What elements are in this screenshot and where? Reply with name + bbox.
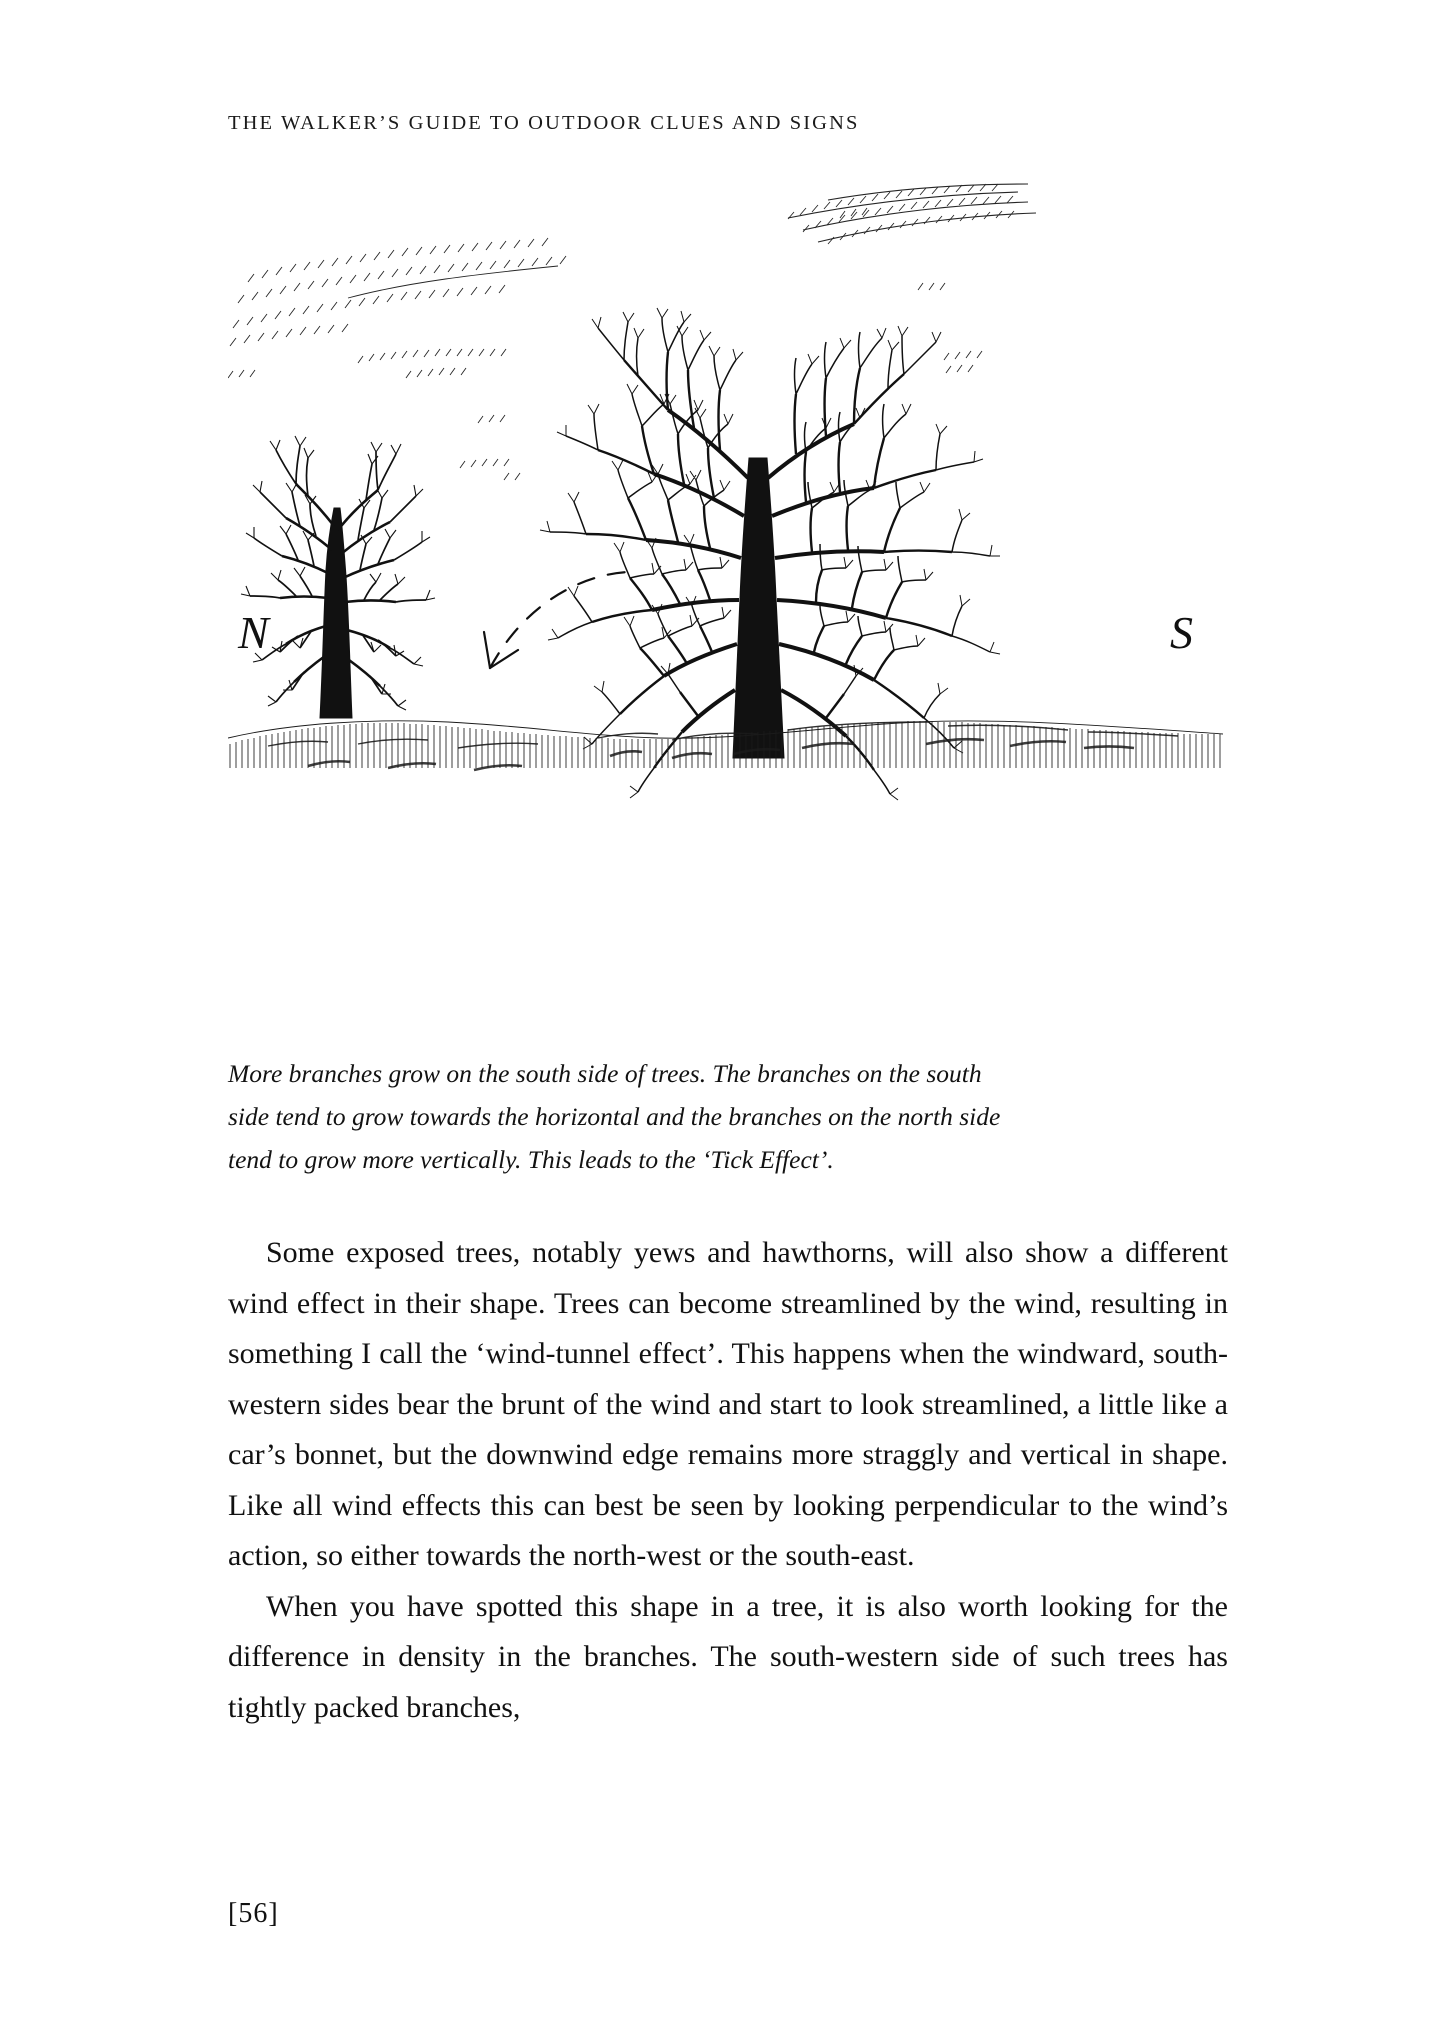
page-number: [56] xyxy=(228,1898,279,1929)
body-text xyxy=(228,1228,1228,1733)
figure-caption xyxy=(228,1052,1223,1181)
caption-line-2: side tend to grow towards the horizontal and the branches on the north side xyxy=(228,1102,1001,1131)
north-tree xyxy=(241,436,435,718)
caption-line-3: tend to grow more vertically. This leads to the ‘Tick Effect’. xyxy=(228,1145,834,1174)
ground-hatching xyxy=(228,721,1223,770)
south-tree xyxy=(540,308,1000,800)
wind-arrow-head xyxy=(484,632,518,668)
paragraph-1: Some exposed trees, notably yews and hawthorns, will also show a different wind effect in their shape. Trees can become streamlined by the wind, resulting in something I call the ‘wind-tunnel effect’. This happens when the windward, south-western sides bear the brunt of the wind and start to look streamlined, a little like a car’s bonnet, but the downwind edge remains more straggly and vertical in shape. Like all wind effects this can best be seen by looking perpendicular to the wind’s action, so either towards the north-west or the south-east. xyxy=(228,1236,1228,1572)
running-head: THE WALKER’S GUIDE TO OUTDOOR CLUES AND SIGNS xyxy=(228,112,860,134)
trees-wind-drawing xyxy=(228,178,1223,808)
paragraph-2: When you have spotted this shape in a tree, it is also worth looking for the difference in density in the branches. The south-western side of such trees has tightly packed branches, xyxy=(228,1589,1228,1724)
figure-illustration xyxy=(228,178,1223,808)
compass-north-label: N xyxy=(238,607,269,658)
wind-streaks xyxy=(228,184,1036,480)
compass-south-label: S xyxy=(1170,607,1193,658)
caption-line-1: More branches grow on the south side of trees. The branches on the south xyxy=(228,1059,982,1088)
